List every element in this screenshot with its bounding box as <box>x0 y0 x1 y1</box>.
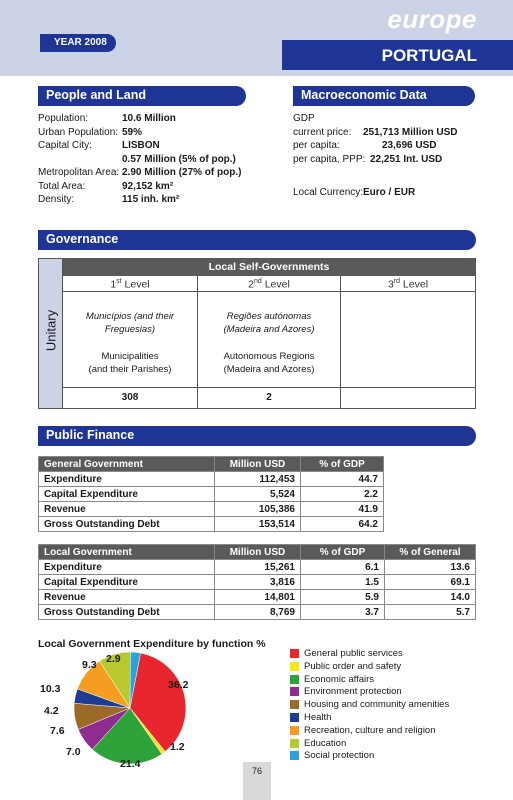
section-people-land: People and Land <box>38 86 246 106</box>
legend-label: Social protection <box>304 750 375 762</box>
country-title: PORTUGAL <box>381 46 477 65</box>
per-capita-value: 23,696 USD <box>382 140 437 151</box>
local-gov-cell: Revenue <box>39 590 215 605</box>
pie-data-label: 2.9 <box>106 653 121 665</box>
per-capita-label: per capita: <box>293 140 340 151</box>
people-land-info <box>38 112 278 217</box>
legend-label: Health <box>304 712 332 723</box>
capital-value: LISBON <box>122 140 160 151</box>
macro-info <box>293 112 493 202</box>
capital-pop-value: 0.57 Million (5% of pop.) <box>122 153 236 165</box>
pie-chart <box>30 650 280 768</box>
legend-swatch <box>290 700 299 709</box>
current-price-value: 251,713 Million USD <box>363 126 458 138</box>
legend-label: Recreation, culture and religion <box>304 724 436 736</box>
local-gov-cell: 3.7 <box>301 605 385 620</box>
urban-label: Urban Population: <box>38 126 119 138</box>
legend-label: Education <box>304 737 347 749</box>
local-gov-cell: Expenditure <box>39 560 215 575</box>
level-3-number: 3 <box>387 278 394 291</box>
level-1-count: 308 <box>63 387 197 408</box>
local-gov-row <box>39 560 476 575</box>
legend-swatch <box>290 713 299 722</box>
local-gov-cell: 5.7 <box>385 605 476 620</box>
density-label: Density: <box>38 194 75 205</box>
pie-data-label: 1.2 <box>170 741 185 753</box>
level-3-heading <box>341 276 475 292</box>
local-gov-header: Local Government <box>39 545 215 560</box>
region-title: europe <box>387 4 477 34</box>
local-gov-cell: Capital Expenditure <box>39 575 215 590</box>
legend-swatch <box>290 687 299 696</box>
metro-value: 2.90 Million (27% of pop.) <box>122 167 242 178</box>
local-gov-cell: 69.1 <box>385 575 476 590</box>
local-gov-cell: 3,816 <box>215 575 301 590</box>
general-gov-cell: Capital Expenditure <box>39 487 215 502</box>
local-gov-cell: 5.9 <box>301 590 385 605</box>
general-gov-header: Million USD <box>215 457 301 472</box>
local-gov-header: % of General <box>385 545 476 560</box>
level-3-count <box>341 387 475 408</box>
level-2-number: 2 <box>248 278 254 291</box>
general-gov-cell: Expenditure <box>39 472 215 487</box>
local-gov-row <box>39 575 476 590</box>
legend-label: General public services <box>304 648 403 659</box>
legend-swatch <box>290 726 299 735</box>
level-3-word: Level <box>400 278 429 291</box>
level-3-sup: rd <box>393 278 401 285</box>
level-2-en-a: Autonomous Regions <box>223 351 315 362</box>
governance-type: Unitary <box>43 309 59 352</box>
year-label: YEAR 2008 <box>54 37 107 48</box>
chart-title: Local Government Expenditure by function % <box>38 638 266 650</box>
general-gov-cell: 2.2 <box>301 487 384 502</box>
gdp-label: GDP <box>293 113 315 124</box>
level-2-native-a: Regiões autónomas <box>226 311 312 322</box>
general-gov-cell: 153,514 <box>215 517 301 532</box>
legend-label: Housing and community amenities <box>304 699 450 711</box>
urban-value: 59% <box>122 126 143 138</box>
level-1-word: Level <box>121 278 150 291</box>
legend-label: Environment protection <box>304 686 402 698</box>
general-gov-row <box>39 517 384 532</box>
general-gov-cell: Gross Outstanding Debt <box>39 517 215 532</box>
general-gov-header: % of GDP <box>301 457 384 472</box>
legend-swatch <box>290 675 299 684</box>
population-value: 10.6 Million <box>122 113 176 124</box>
level-2-count: 2 <box>198 387 340 408</box>
general-gov-cell: 105,386 <box>215 502 301 517</box>
local-gov-cell: 14,801 <box>215 590 301 605</box>
level-2-en-b: (Madeira and Azores) <box>223 364 315 375</box>
general-gov-row <box>39 472 384 487</box>
pie-data-label: 10.3 <box>40 683 61 695</box>
pie-data-label: 21.4 <box>120 758 141 768</box>
general-gov-cell: 41.9 <box>301 502 384 517</box>
general-gov-row <box>39 487 384 502</box>
area-value: 92,152 km² <box>122 180 174 192</box>
level-2-word: Level <box>261 278 290 291</box>
level-1-native-b: Freguesias) <box>104 324 156 335</box>
level-2-native-b: (Madeira and Azores) <box>223 324 315 335</box>
general-gov-cell: 112,453 <box>215 472 301 487</box>
legend-swatch <box>290 662 299 671</box>
currency-label: Local Currency: <box>293 187 364 198</box>
page-number: 76 <box>251 766 262 776</box>
section-public-finance: Public Finance <box>38 426 476 446</box>
metro-label: Metropolitan Area: <box>38 167 120 178</box>
general-gov-cell: 44.7 <box>301 472 384 487</box>
local-gov-header: % of GDP <box>301 545 385 560</box>
governance-table <box>38 258 476 409</box>
general-gov-cell: 64.2 <box>301 517 384 532</box>
local-gov-row <box>39 590 476 605</box>
general-gov-cell: 5,524 <box>215 487 301 502</box>
level-1-en-b: (and their Parishes) <box>88 364 172 375</box>
local-gov-cell: 15,261 <box>215 560 301 575</box>
level-1-heading <box>63 276 197 292</box>
local-gov-cell: 6.1 <box>301 560 385 575</box>
local-gov-cell: 13.6 <box>385 560 476 575</box>
area-label: Total Area: <box>38 180 86 192</box>
legend-swatch <box>290 739 299 748</box>
general-gov-header: General Government <box>39 457 215 472</box>
pie-data-label: 36.2 <box>168 679 189 691</box>
level-1-en-a: Municipalities <box>101 351 159 362</box>
level-1-native-a: Municípios (and their <box>85 311 175 322</box>
general-government-table <box>38 456 384 532</box>
level-1-sup: st <box>116 278 122 285</box>
density-value: 115 inh. km² <box>122 194 180 205</box>
general-gov-header-row <box>39 457 384 472</box>
legend-label: Economic affairs <box>304 673 375 685</box>
current-price-label: current price: <box>293 126 352 138</box>
governance-header: Local Self-Governments <box>63 259 475 276</box>
pie-data-label: 7.0 <box>66 746 81 758</box>
level-2-sup: nd <box>254 278 262 285</box>
local-gov-cell: 1.5 <box>301 575 385 590</box>
local-gov-row <box>39 605 476 620</box>
pie-data-label: 7.6 <box>50 725 65 737</box>
local-gov-header: Million USD <box>215 545 301 560</box>
general-gov-cell: Revenue <box>39 502 215 517</box>
level-2-heading <box>198 276 340 292</box>
level-2-column <box>198 276 341 408</box>
local-gov-cell: Gross Outstanding Debt <box>39 605 215 620</box>
capital-label: Capital City: <box>38 140 92 151</box>
pie-data-label: 9.3 <box>82 659 97 671</box>
level-1-number: 1 <box>110 278 117 291</box>
population-label: Population: <box>38 113 89 124</box>
currency-value: Euro / EUR <box>363 187 416 198</box>
ppp-label: per capita, PPP: <box>293 153 366 165</box>
local-gov-header-row <box>39 545 476 560</box>
general-gov-row <box>39 502 384 517</box>
local-gov-cell: 8,769 <box>215 605 301 620</box>
section-governance: Governance <box>38 230 476 250</box>
governance-type-cell <box>39 259 63 408</box>
legend-swatch <box>290 649 299 658</box>
ppp-value: 22,251 Int. USD <box>370 153 443 165</box>
legend-label: Public order and safety <box>304 660 402 672</box>
legend-swatch <box>290 751 299 760</box>
local-government-table <box>38 544 476 620</box>
level-1-column <box>63 276 198 408</box>
local-gov-cell: 14.0 <box>385 590 476 605</box>
level-3-column <box>341 276 475 408</box>
pie-data-label: 4.2 <box>44 705 59 717</box>
section-macro: Macroeconomic Data <box>293 86 475 106</box>
